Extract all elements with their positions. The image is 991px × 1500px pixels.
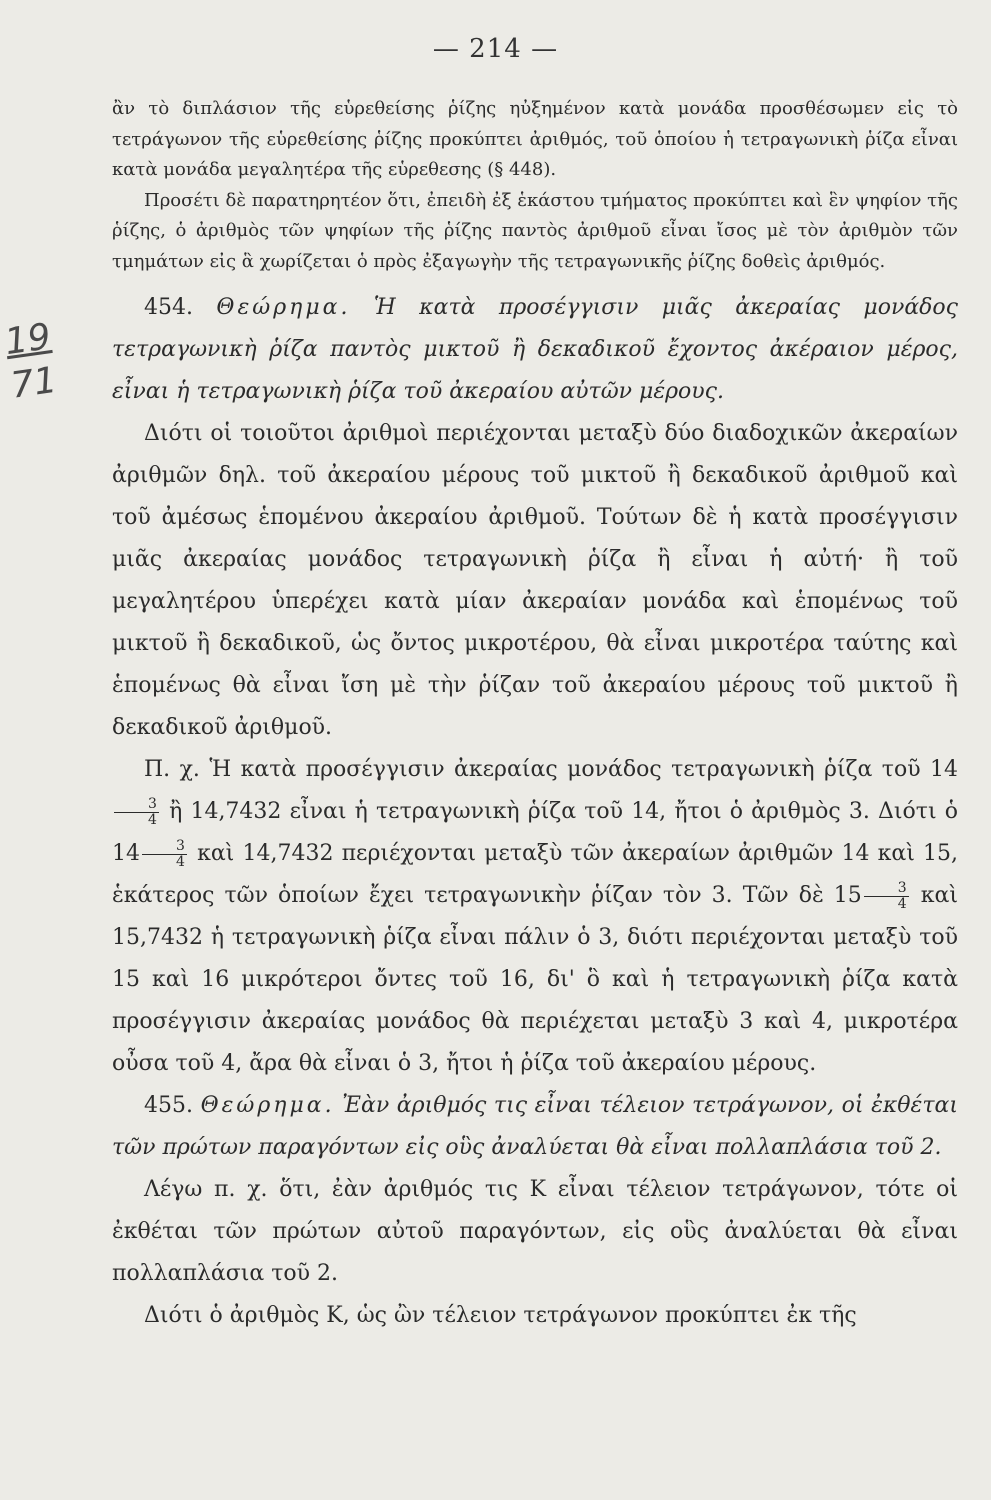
proof-455-claim: Λέγω π. χ. ὅτι, ἐὰν ἀριθμός τις Κ εἶναι τέλειον τετράγωνον, τότε οἱ ἐκθέται τῶν πρώτων αὐτοῦ παραγόντων, εἰς οὓς ἀναλύεται θὰ εἶναι πολλαπλάσια τοῦ 2. xyxy=(112,1177,958,1286)
fraction-numerator: 3 xyxy=(142,839,187,855)
margin-note-line1: 19 xyxy=(2,316,54,364)
paragraph-continuation: ἂν τὸ διπλάσιον τῆς εὑρεθείσης ῥίζης ηὐξημένον κατὰ μονάδα προσθέσωμεν εἰς τὸ τετράγωνον τῆς εὑρεθείσης ῥίζης προκύπτει ἀριθμός, τοῦ ὁποίου ἡ τετραγωνικὴ ῥίζα εἶναι κατὰ μονάδα μεγαλητέρα τῆς εὑρεθεσης (§ 448). xyxy=(112,98,958,180)
fraction-denominator: 4 xyxy=(176,853,185,870)
example-text: ἢ 14,7432 εἶναι ἡ τετραγωνικὴ ῥίζα τοῦ 14, ἤτοι ὁ ἀριθμὸς 3. Διότι ὁ 14 xyxy=(112,799,958,866)
theorem-455 xyxy=(112,1085,958,1169)
fraction-denominator: 4 xyxy=(897,895,907,912)
example-454 xyxy=(112,749,958,1085)
example-text: καὶ 14,7432 περιέχονται μεταξὺ τῶν ἀκεραίων ἀριθμῶν 14 καὶ 15, ἑκάτερος τῶν ὁποίων ἔχει τετραγωνικὴν ῥίζαν τὸν 3. Τῶν δὲ 15 xyxy=(112,841,958,908)
example-text: καὶ 15,7432 ἡ τετραγωνικὴ ῥίζα εἶναι πάλιν ὁ 3, διότι περιέχονται μεταξὺ τοῦ 15 καὶ 16 μικρότεροι ὄντες τοῦ 16, δι' ὃ καὶ ἡ τετραγωνικὴ ῥίζα κατὰ προσέγγισιν ἀκεραίας μονάδος θὰ περιέχεται μεταξὺ 3 καὶ 4, μικροτέρα οὖσα τοῦ 4, ἄρα θὰ εἶναι ὁ 3, ἤτοι ἡ ῥίζα τοῦ ἀκεραίου μέρους. xyxy=(112,883,958,1076)
fraction xyxy=(142,839,187,870)
margin-note-line2: 71 xyxy=(8,359,60,407)
section-number: 455. xyxy=(144,1093,193,1118)
theorem-454 xyxy=(112,287,958,413)
paragraph-remark: Προσέτι δὲ παρατηρητέον ὅτι, ἐπειδὴ ἐξ ἑκάστου τμήματος προκύπτει καὶ ἓν ψηφίον τῆς ῥίζης, ὁ ἀριθμὸς τῶν ψηφίων τῆς ῥίζης παντὸς ἀριθμοῦ εἶναι ἴσος μὲ τὸν ἀριθμὸν τῶν τμημάτων εἰς ἃ χωρίζεται ὁ πρὸς ἐξαγωγὴν τῆς τετραγωνικῆς ῥίζης δοθεὶς ἀριθμός. xyxy=(112,189,958,272)
page-number: — 214 — xyxy=(432,34,559,64)
fraction-numerator: 3 xyxy=(864,881,909,897)
theorem-label: Θεώρημα. xyxy=(200,1093,335,1118)
proof-455-start: Διότι ὁ ἀριθμὸς Κ, ὡς ὢν τέλειον τετράγωνον προκύπτει ἐκ τῆς xyxy=(144,1303,857,1328)
theorem-label: Θεώρημα. xyxy=(216,295,351,320)
fraction xyxy=(114,797,159,828)
example-text: Π. χ. Ἡ κατὰ προσέγγισιν ἀκεραίας μονάδος τετραγωνικὴ ῥίζα τοῦ 14 xyxy=(144,757,958,782)
page-body xyxy=(112,94,958,1337)
fraction xyxy=(864,881,909,912)
theorem-statement: Ἡ κατὰ προσέγγισιν μιᾶς ἀκεραίας μονάδος τετραγωνικὴ ῥίζα παντὸς μικτοῦ ἢ δεκαδικοῦ ἔχοντος ἀκέραιον μέρος, εἶναι ἡ τετραγωνικὴ ῥίζα τοῦ ἀκεραίου αὐτῶν μέρους. xyxy=(112,295,958,404)
fraction-denominator: 4 xyxy=(148,811,157,828)
fraction-numerator: 3 xyxy=(114,797,159,813)
theorem-statement: Ἐὰν ἀριθμός τις εἶναι τέλειον τετράγωνον, οἱ ἐκθέται τῶν πρώτων παραγόντων εἰς οὓς ἀναλύεται θὰ εἶναι πολλαπλάσια τοῦ 2. xyxy=(112,1093,959,1160)
handwritten-margin-note xyxy=(2,315,60,409)
section-number: 454. xyxy=(144,295,193,320)
proof-454: Διότι οἱ τοιοῦτοι ἀριθμοὶ περιέχονται μεταξὺ δύο διαδοχικῶν ἀκεραίων ἀριθμῶν δηλ. τοῦ ἀκεραίου μέρους τοῦ μικτοῦ ἢ δεκαδικοῦ ἀριθμοῦ καὶ τοῦ ἀμέσως ἑπομένου ἀκεραίου ἀριθμοῦ. Τούτων δὲ ἡ κατὰ προσέγγισιν μιᾶς ἀκεραίας μονάδος τετραγωνικὴ ῥίζα ἢ εἶναι ἡ αὐτή· ἢ τοῦ μεγαλητέρου ὑπερέχει κατὰ μίαν ἀκεραίαν μονάδα καὶ ἑπομένως τοῦ μικτοῦ ἢ δεκαδικοῦ, ὡς ὄντος μικροτέρου, θὰ εἶναι μικροτέρα ταύτης καὶ ἑπομένως θὰ εἶναι ἴση μὲ τὴν ῥίζαν τοῦ ἀκεραίου μέρους τοῦ μικτοῦ ἢ δεκαδικοῦ ἀριθμοῦ. xyxy=(112,421,958,740)
